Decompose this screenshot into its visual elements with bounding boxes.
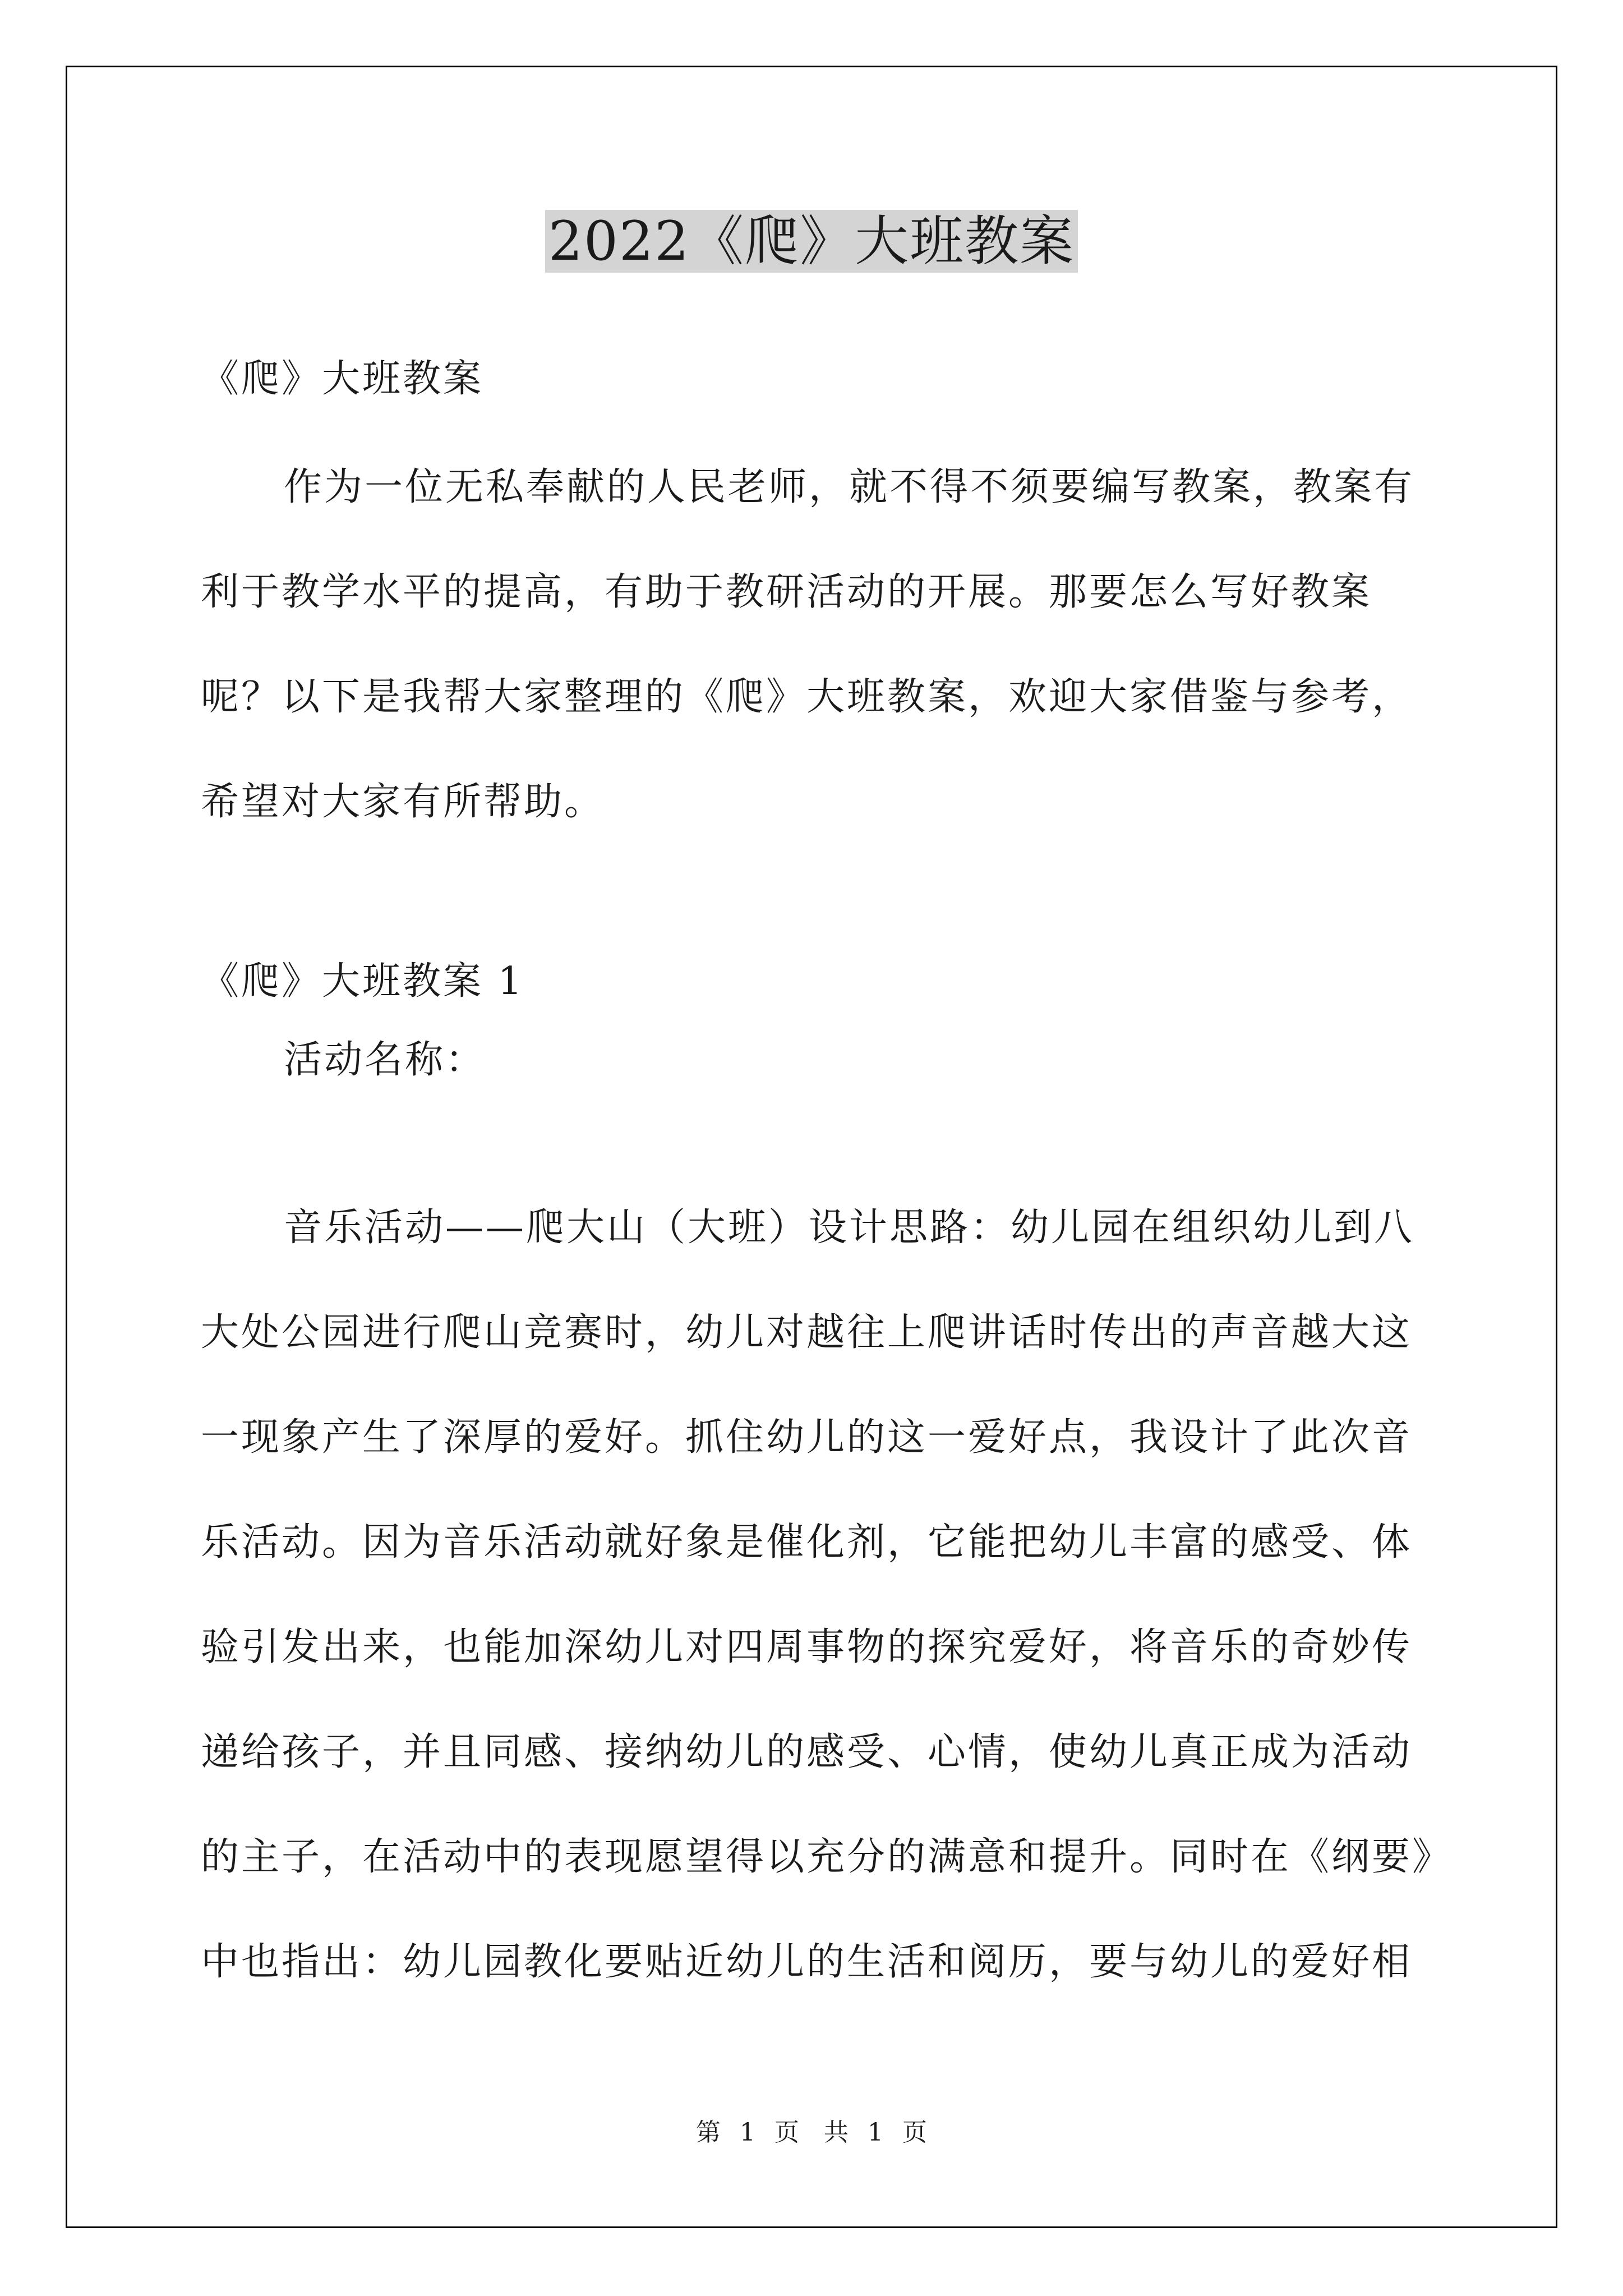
document-title (0, 202, 1623, 280)
page-footer: 第 1 页 共 1 页 (696, 2118, 927, 2147)
activity-paragraph: 音乐活动——爬大山（大班）设计思路：幼儿园在组织幼儿到八大处公园进行爬山竞赛时，幼儿对越往上爬讲话时传出的声音越大这一现象产生了深厚的爱好。抓住幼儿的这一爱好点，我设计了此次音乐活动。因为音乐活动就好象是催化剂，它能把幼儿丰富的感受、体验引发出来，也能加深幼儿对四周事物的探究爱好，将音乐的奇妙传递给孩子，并且同感、接纳幼儿的感受、心情，使幼儿真正成为活动的主子，在活动中的表现愿望得以充分的满意和提升。同时在《纲要》中也指出：幼儿园教化要贴近幼儿的生活和阅历，要与幼儿的爱好相 (201, 1205, 1434, 1984)
intro-paragraph: 作为一位无私奉献的人民老师，就不得不须要编写教案，教案有利于教学水平的提高，有助于教研活动的开展。那要怎么写好教案呢？以下是我帮大家整理的《爬》大班教案，欢迎大家借鉴与参考，希望对大家有所帮助。 (201, 465, 1415, 824)
section-heading: 《爬》大班教案 1 (201, 959, 524, 1004)
document-subtitle: 《爬》大班教案 (201, 357, 484, 401)
activity-name-label: 活动名称： (284, 1038, 486, 1082)
document-title-text: 2022《爬》大班教案 (545, 210, 1078, 273)
